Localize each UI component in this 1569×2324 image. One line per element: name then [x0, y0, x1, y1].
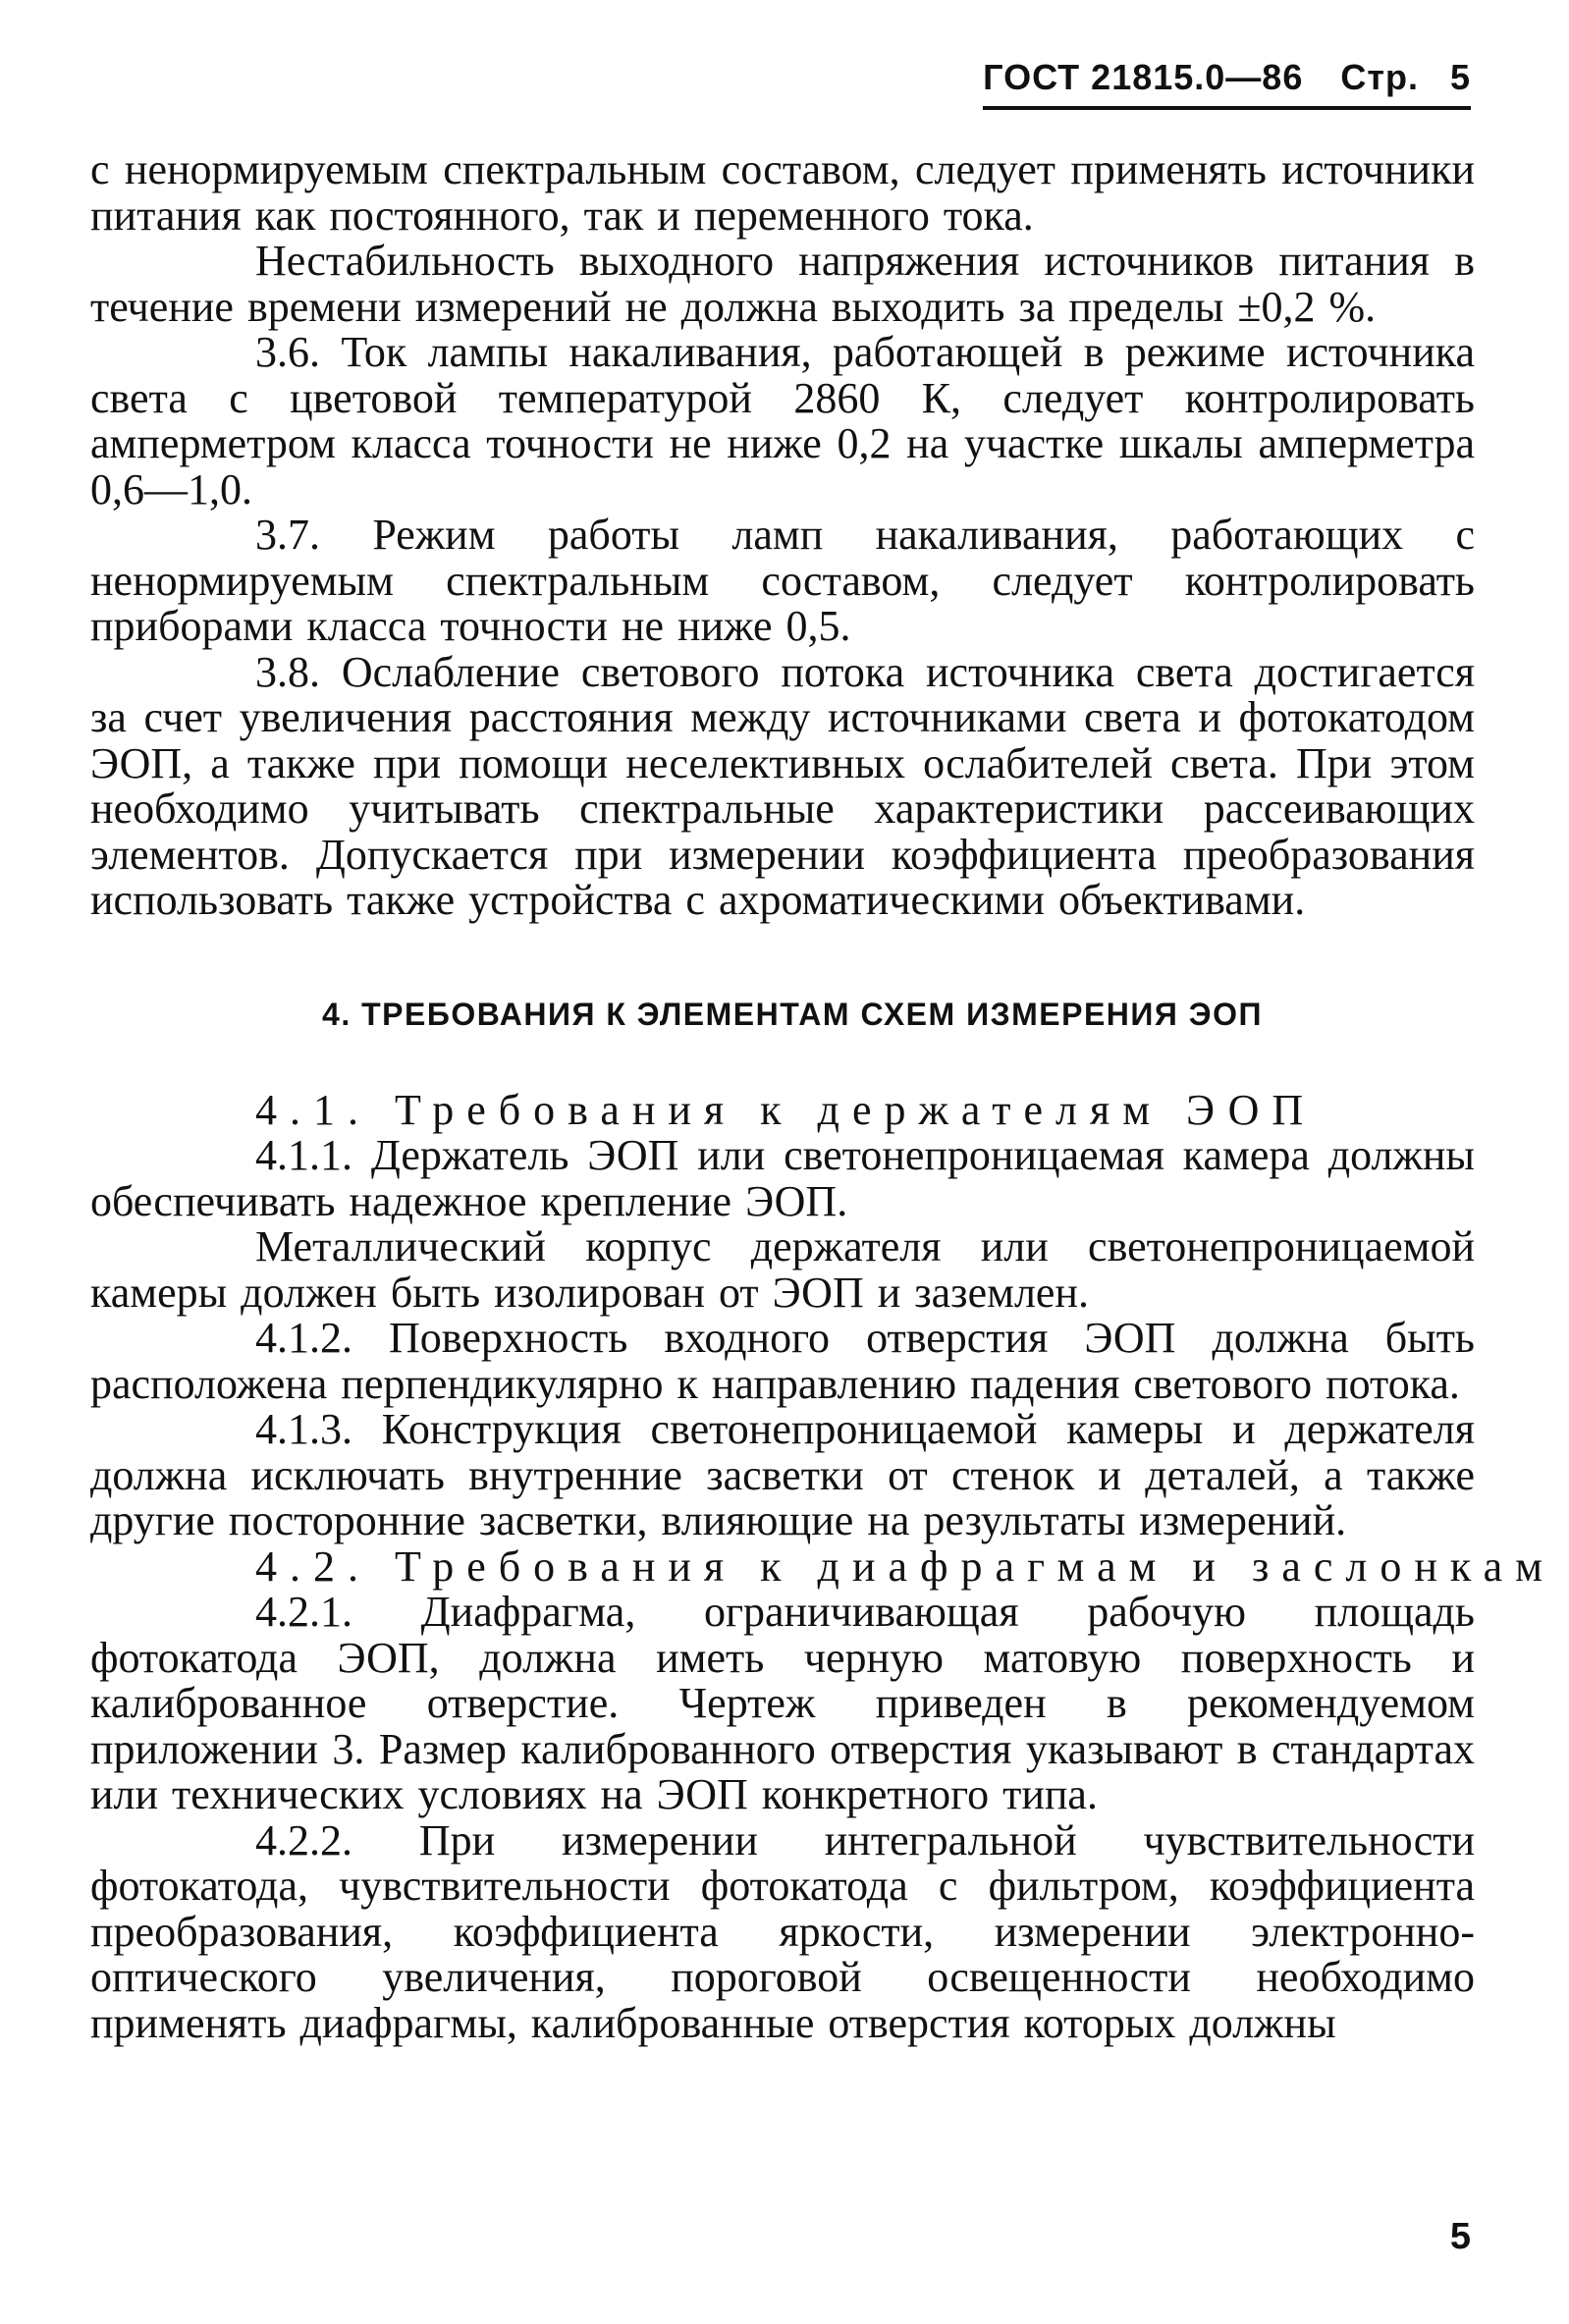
paragraph-4-1-2: 4.1.2. Поверхность входного отверстия ЭОП должна быть расположена перпендикулярно к направлению падения светового потока.	[90, 1314, 1475, 1408]
paragraph-4-2-1: 4.2.1. Диафрагма, ограничивающая рабочую площадь фотокатода ЭОП, должна иметь черную матовую поверхность и калиброванное отверстие. Чертеж приведен в рекомендуемом приложении 3. Размер калиброванного отверстия указывают в стандартах или технических условиях на ЭОП конкретного типа.	[90, 1588, 1475, 1818]
paragraph-instability: Нестабильность выходного напряжения источников питания в течение времени измерений не должна выходить за пределы ±0,2 %.	[90, 237, 1475, 331]
subheading-4-2: 4.2. Требования к диафрагмам и заслонкам	[255, 1541, 1556, 1591]
paragraph-4-1-1: 4.1.1. Держатель ЭОП или светонепроницаемая камера должны обеспечивать надежное крепление ЭОП.	[90, 1131, 1475, 1225]
standard-number: ГОСТ 21815.0—86	[983, 57, 1304, 97]
page-label: Стр.	[1340, 57, 1419, 97]
footer-page-number: 5	[1449, 2216, 1471, 2257]
page-body	[90, 145, 1556, 2047]
paragraph-3-6: 3.6. Ток лампы накаливания, работающей в режиме источника света с цветовой температурой 2860 К, следует контролировать амперметром класса точности не ниже 0,2 на участке шкалы амперметра 0,6—1,0.	[90, 328, 1475, 513]
subheading-4-1: 4.1. Требования к держателям ЭОП	[255, 1085, 1317, 1134]
paragraph-4-1-1b: Металлический корпус держателя или светонепроницаемой камеры должен быть изолирован от ЭОП и заземлен.	[90, 1222, 1475, 1317]
paragraph-3-8: 3.8. Ослабление светового потока источника света достигается за счет увеличения расстояния между источниками света и фотокатодом ЭОП, а также при помощи неселективных ослабителей света. При этом необходимо учитывать спектральные характеристики рассеивающих элементов. Допускается при измерении коэффициента преобразования использовать также устройства с ахроматическими объективами.	[90, 647, 1475, 924]
section-heading-4: 4. ТРЕБОВАНИЯ К ЭЛЕМЕНТАМ СХЕМ ИЗМЕРЕНИЯ ЭОП	[322, 996, 1263, 1032]
header-page-number: 5	[1449, 57, 1471, 97]
paragraph-4-2-2: 4.2.2. При измерении интегральной чувствительности фотокатода, чувствительности фотокатода с фильтром, коэффициента преобразования, коэффициента яркости, измерении электронно-оптического увеличения, пороговой освещенности необходимо применять диафрагмы, калиброванные отверстия которых должны	[90, 1815, 1475, 2047]
page-header	[983, 57, 1471, 110]
paragraph-4-1-3: 4.1.3. Конструкция светонепроницаемой камеры и держателя должна исключать внутренние засветки от стенок и деталей, а также другие посторонние засветки, влияющие на результаты измерений.	[90, 1405, 1475, 1544]
paragraph-3-7: 3.7. Режим работы ламп накаливания, работающих с ненормируемым спектральным составом, следует контролировать приборами класса точности не ниже 0,5.	[90, 511, 1475, 650]
paragraph-continuation: с ненормируемым спектральным составом, следует применять источники питания как постоянного, так и переменного тока.	[90, 145, 1475, 240]
